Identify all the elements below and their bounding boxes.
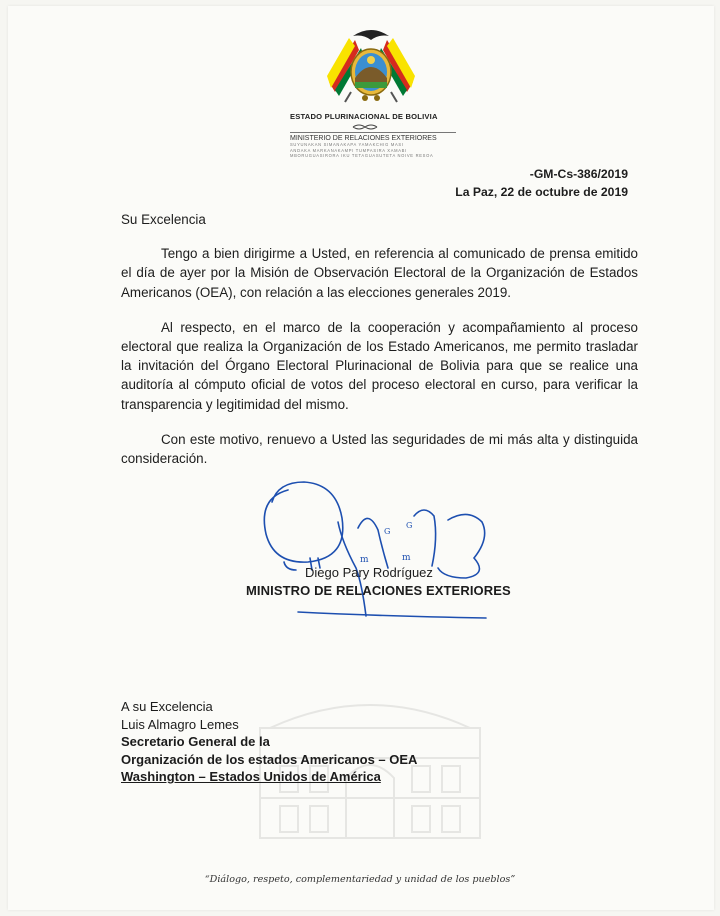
signer-title: MINISTRO DE RELACIONES EXTERIORES bbox=[246, 582, 511, 598]
recipient-block bbox=[121, 698, 417, 786]
reference-block bbox=[455, 165, 628, 201]
svg-text:G: G bbox=[406, 521, 413, 530]
letterhead bbox=[290, 112, 456, 159]
svg-text:m: m bbox=[402, 553, 411, 563]
svg-text:G: G bbox=[384, 527, 391, 536]
reference-number: -GM-Cs-386/2019 bbox=[529, 167, 628, 181]
ministry-name: MINISTERIO DE RELACIONES EXTERIORES bbox=[290, 132, 456, 142]
place-date: La Paz, 22 de octubre de 2019 bbox=[455, 185, 628, 199]
salutation: Su Excelencia bbox=[121, 212, 206, 227]
footer-motto: “Diálogo, respeto, complementariedad y unidad de los pueblos” bbox=[204, 874, 516, 885]
svg-text:m: m bbox=[360, 555, 369, 565]
ministry-quechua: ANDAKA MARKANAKAMPI TUMPASIRA XAMABI bbox=[290, 147, 407, 153]
recipient-line-3: Secretario General de la bbox=[121, 734, 270, 750]
recipient-line-5: Washington – Estados Unidos de América bbox=[121, 769, 381, 785]
paragraph-3: Con este motivo, renuevo a Usted las seguridades de mi más alta y distinguida consideración. bbox=[121, 431, 638, 467]
paragraph-1: Tengo a bien dirigirme a Usted, en referencia al comunicado de prensa emitido el día de ayer por la Misión de Observación Electoral de la Organización de Estados Americanos (OEA), con relación a las elecciones generales 2019. bbox=[121, 246, 638, 300]
recipient-line-2: Luis Almagro Lemes bbox=[121, 716, 239, 732]
bolivia-coat-of-arms-icon bbox=[325, 22, 417, 108]
ministry-aymara: SUYUNAKAN SIMANAKAPA YAMAKCHIG MASI bbox=[290, 142, 404, 147]
signer-block bbox=[246, 564, 511, 599]
ministry-guarani: MBORUGUASIRORA IKU TETAGUASUTETA NOIVE RESOA bbox=[290, 153, 434, 159]
handwritten-signature bbox=[238, 478, 513, 628]
paragraph-2: Al respecto, en el marco de la cooperación y acompañamiento al proceso electoral que realiza la Organización de los Estado Americanos, me permito trasladar la invitación del Órgano Electoral Plurinacional de Bolivia para que se realice una auditoría al cómputo oficial de votos del proceso electoral en curso, para verificar la transparencia y legitimidad del mismo. bbox=[121, 319, 638, 412]
ornament-icon bbox=[352, 123, 378, 131]
signer-name: Diego Pary Rodríguez bbox=[305, 565, 433, 580]
recipient-line-1: A su Excelencia bbox=[121, 699, 213, 714]
letter-body bbox=[121, 210, 638, 484]
recipient-line-4: Organización de los estados Americanos – OEA bbox=[121, 751, 418, 767]
state-name: ESTADO PLURINACIONAL DE BOLIVIA bbox=[290, 112, 438, 121]
